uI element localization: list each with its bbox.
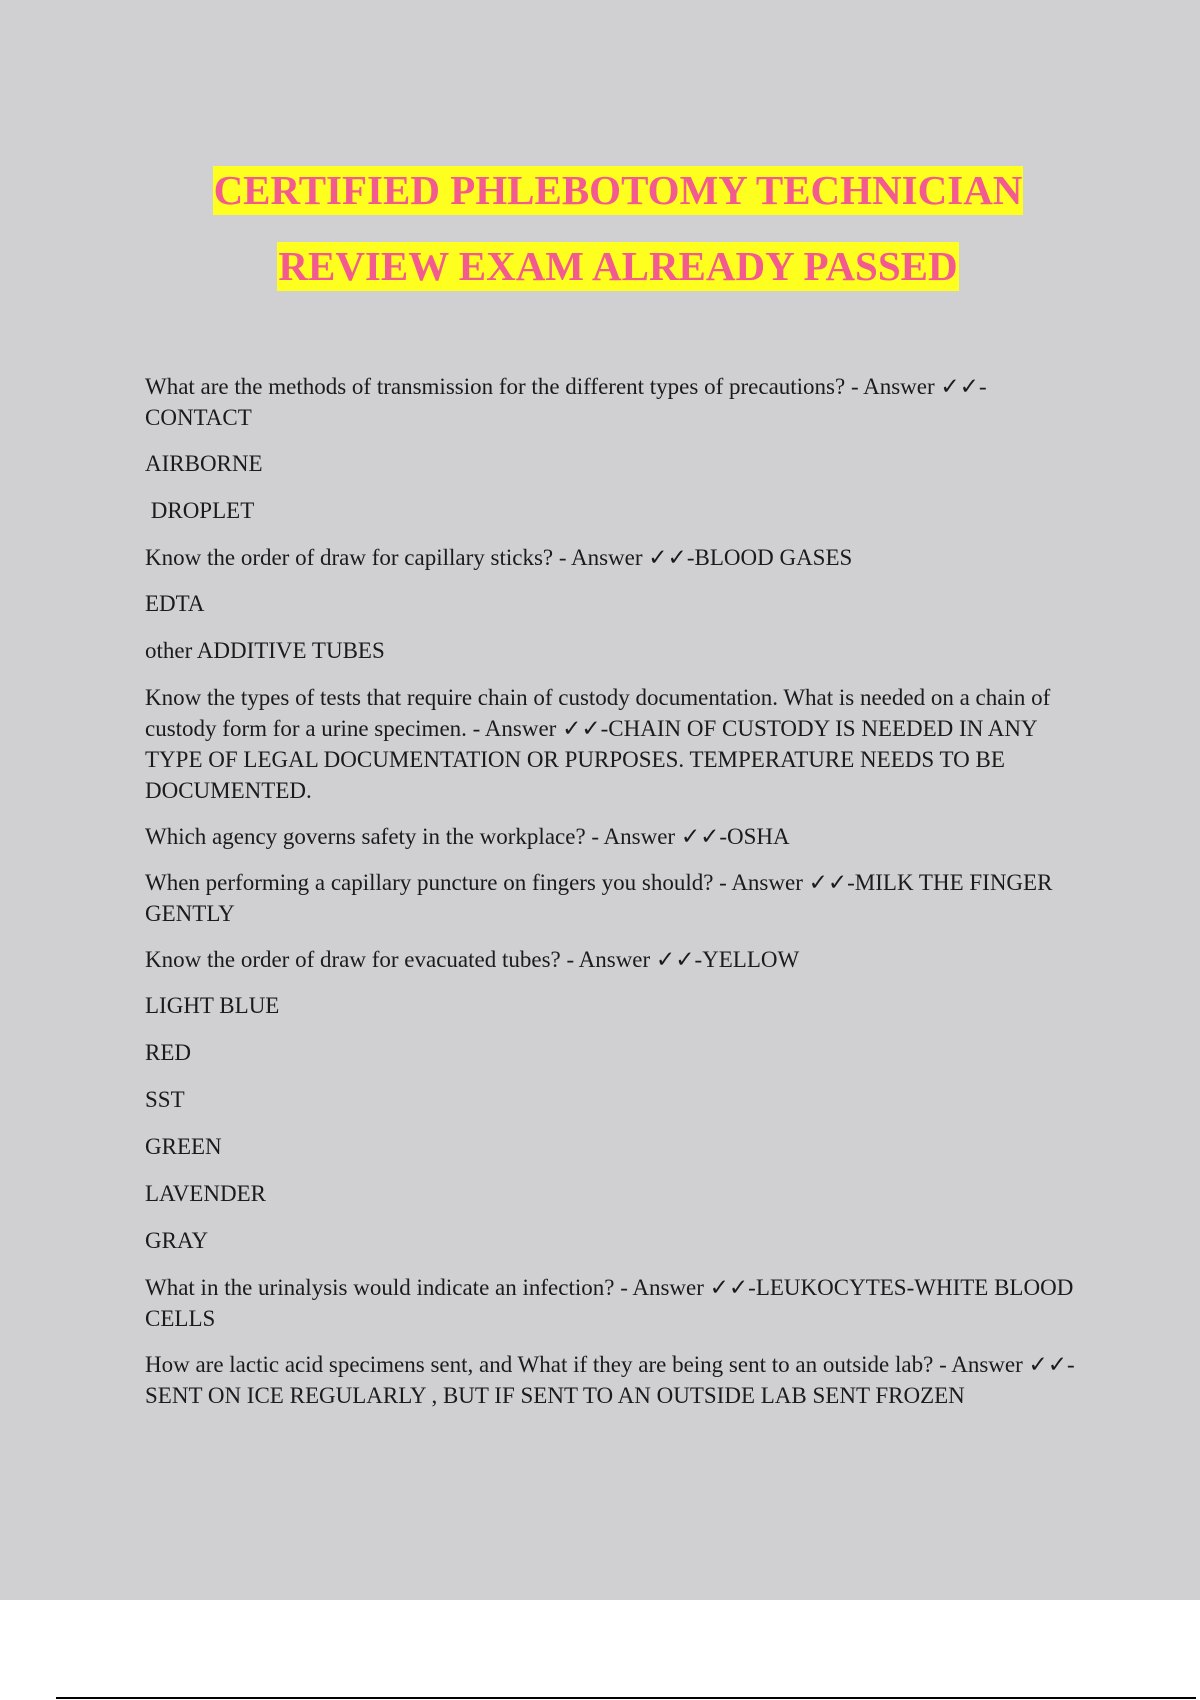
footer-divider [56,1697,1196,1699]
qa-paragraph: Know the types of tests that require chain of custody documentation. What is needed on a chain of custody form for a urine specimen. - Answer ✓✓-CHAIN OF CUSTODY IS NEEDED IN ANY TYPE OF LEGAL DOCUMENTATION OR PURPOSES. TEMPERATURE NEEDS TO BE DOCUMENTED. [145,685,1051,803]
qa-paragraph: Know the order of draw for evacuated tubes? - Answer ✓✓-YELLOW [145,947,800,972]
answer-item: AIRBORNE [145,451,263,476]
qa-paragraph: What in the urinalysis would indicate an infection? - Answer ✓✓-LEUKOCYTES-WHITE BLOOD CELLS [145,1275,1074,1331]
answer-item: SST [145,1087,185,1112]
answer-item: EDTA [145,591,205,616]
qa-paragraph: Know the order of draw for capillary sticks? - Answer ✓✓-BLOOD GASES [145,545,853,570]
answer-item: GREEN [145,1134,222,1159]
document-title [0,166,1200,318]
qa-paragraph: When performing a capillary puncture on fingers you should? - Answer ✓✓-MILK THE FINGER GENTLY [145,870,1053,926]
qa-paragraph: How are lactic acid specimens sent, and What if they are being sent to an outside lab? - Answer ✓✓-SENT ON ICE REGULARLY , BUT IF SENT TO AN OUTSIDE LAB SENT FROZEN [145,1352,1075,1408]
title-line-2: REVIEW EXAM ALREADY PASSED [278,243,958,289]
answer-item: other ADDITIVE TUBES [145,638,385,663]
answer-item: GRAY [145,1228,209,1253]
answer-item: RED [145,1040,191,1065]
answer-item: DROPLET [145,498,255,523]
title-line-1: CERTIFIED PHLEBOTOMY TECHNICIAN [213,167,1023,213]
qa-paragraph: Which agency governs safety in the workplace? - Answer ✓✓-OSHA [145,824,790,849]
qa-paragraph: What are the methods of transmission for the different types of precautions? - Answer ✓✓- CONTACT [145,374,987,430]
answer-item: LIGHT BLUE [145,993,280,1018]
document-body [145,371,1095,1426]
answer-item: LAVENDER [145,1181,266,1206]
